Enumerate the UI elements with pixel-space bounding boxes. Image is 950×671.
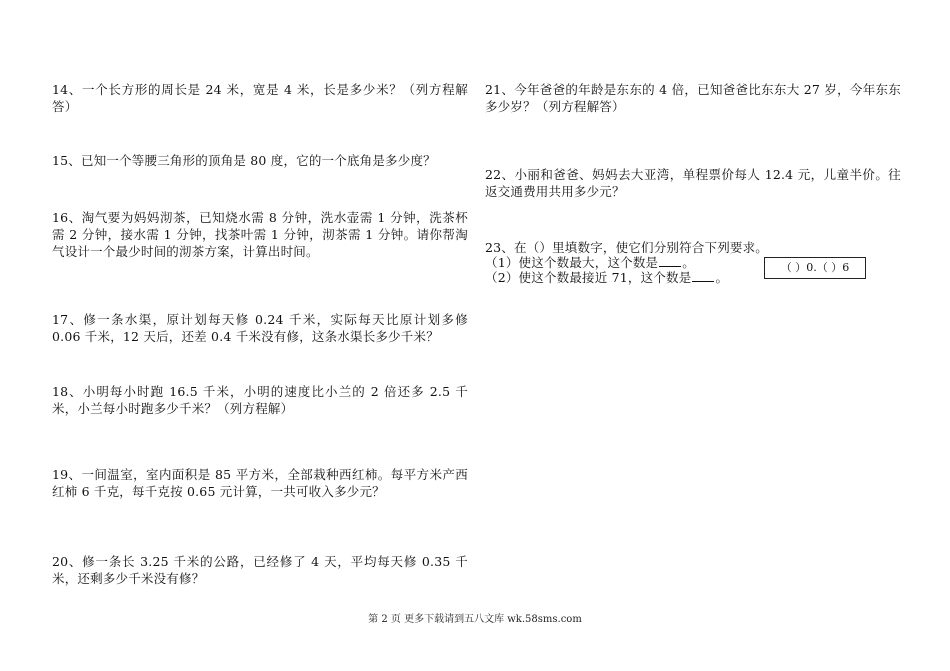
question-23-part-1-text: （1）使这个数最大，这个数是 [485,255,659,270]
question-20: 20、修一条长 3.25 千米的公路，已经修了 4 天，平均每天修 0.35 千米，还剩多少千米没有修？ [52,554,468,586]
question-17: 17、修一条水渠，原计划每天修 0.24 千米，实际每天比原计划多修 0.06 千米，12 天后，还差 0.4 千米没有修，这条水渠长多少千米？ [52,312,468,344]
answer-blank-1[interactable] [659,255,681,267]
part-1-period: 。 [682,255,695,270]
part-2-period: 。 [715,270,729,285]
question-23: 23、在（）里填数字，使它们分别符合下列要求。 [485,240,769,255]
question-14: 14、一个长方形的周长是 24 米，宽是 4 米，长是多少米？（列方程解答） [52,82,468,114]
question-22: 22、小丽和爸爸、妈妈去大亚湾，单程票价每人 12.4 元，儿童半价。往返交通费用共用多少元？ [485,167,901,199]
question-19: 19、一间温室，室内面积是 85 平方米，全部栽种西红柿。每平方米产西红柿 6 千克，每千克按 0.65 元计算，一共可收入多少元？ [52,467,468,499]
answer-blank-2[interactable] [692,270,714,282]
number-template-box: （ ）0.（ ）6 [764,257,866,279]
page-footer: 第 2 页 更多下载请到五八文库 wk.58sms.com [368,614,582,625]
question-21: 21、今年爸爸的年龄是东东的 4 倍，已知爸爸比东东大 27 岁，今年东东多少岁？（列方程解答） [485,82,901,114]
question-18: 18、小明每小时跑 16.5 千米，小明的速度比小兰的 2 倍还多 2.5 千米，小兰每小时跑多少千米？（列方程解） [52,384,468,416]
question-16: 16、淘气要为妈妈沏茶，已知烧水需 8 分钟，洗水壶需 1 分钟，洗茶杯需 2 分钟，接水需 1 分钟，找茶叶需 1 分钟，沏茶需 1 分钟。请你帮淘气设计一个最少时间的沏茶方案，计算出时间。 [52,210,468,259]
question-23-part-2-text: （2）使这个数最接近 71，这个数是 [485,270,692,285]
question-15: 15、已知一个等腰三角形的顶角是 80 度，它的一个底角是多少度？ [52,153,436,168]
